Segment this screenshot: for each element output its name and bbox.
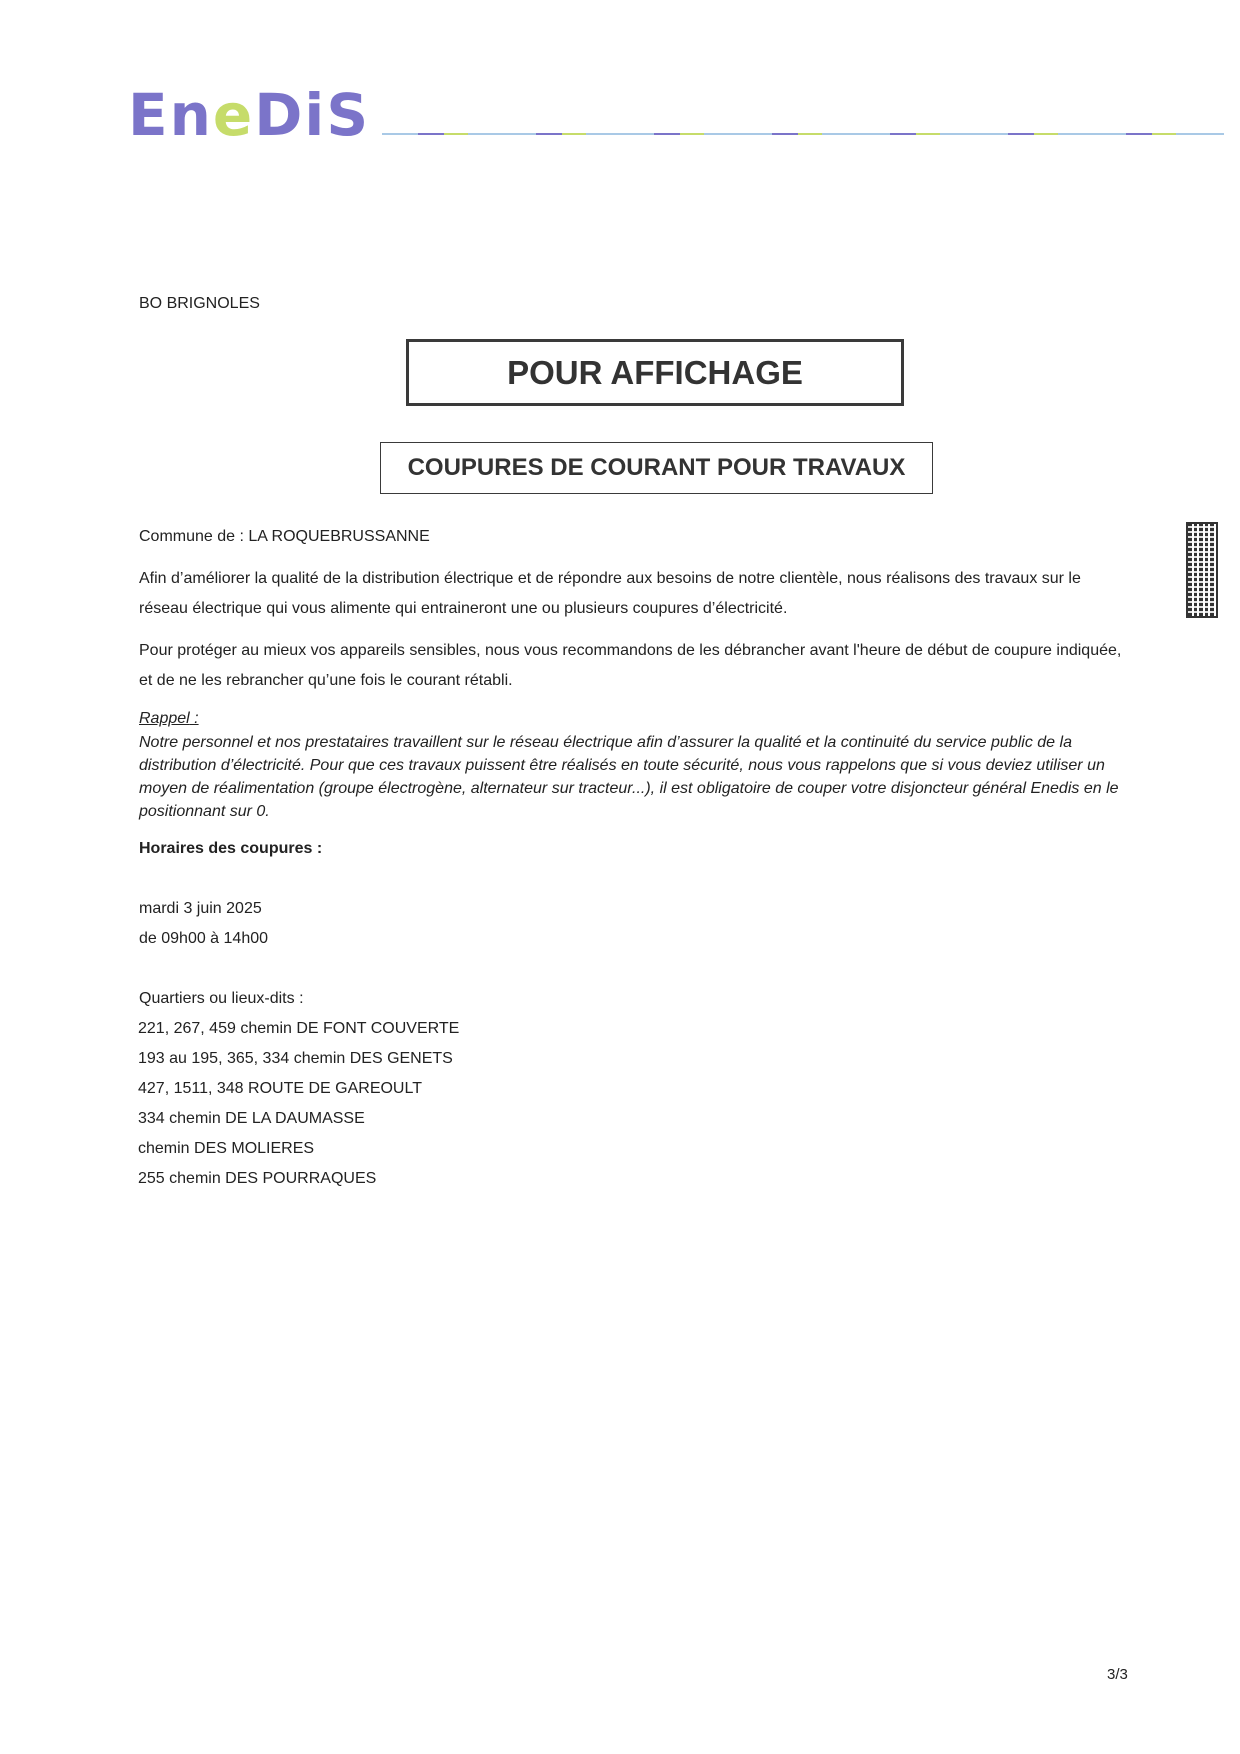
logo-letter-s: S [326, 81, 371, 149]
logo-letter-n: n [169, 81, 213, 149]
outage-time: de 09h00 à 14h00 [139, 930, 269, 947]
list-item: 193 au 195, 365, 334 chemin DES GENETS [138, 1050, 453, 1067]
agency-name: BO BRIGNOLES [139, 295, 260, 312]
rappel-heading [139, 708, 1129, 730]
list-item: chemin DES MOLIERES [138, 1140, 315, 1157]
subtitle-box [380, 442, 933, 494]
intro-paragraph: Afin d’améliorer la qualité de la distribution électrique et de répondre aux besoins de notre clientèle, nous réalisons des travaux sur le réseau électrique qui vous alimente qui entraineront une ou plusieurs coupures d’électricité. [139, 570, 1081, 617]
list-item: 427, 1511, 348 ROUTE DE GAREOULT [138, 1080, 422, 1097]
list-item: 221, 267, 459 chemin DE FONT COUVERTE [138, 1020, 460, 1037]
subtitle-text: COUPURES DE COURANT POUR TRAVAUX [407, 454, 906, 481]
logo-letter-d: D [254, 81, 305, 149]
outage-date: mardi 3 juin 2025 [139, 900, 262, 917]
rappel-colon: : [189, 710, 199, 727]
list-item: 334 chemin DE LA DAUMASSE [138, 1110, 365, 1127]
header-rule [382, 133, 1224, 135]
title-text: POUR AFFICHAGE [507, 353, 803, 391]
logo-letter-i: i [304, 81, 327, 149]
schedule-heading: Horaires des coupures : [139, 840, 323, 857]
list-item: 255 chemin DES POURRAQUES [138, 1170, 377, 1187]
page-number: 3/3 [1107, 1666, 1128, 1683]
logo-letter-e1: E [128, 81, 170, 149]
title-box [406, 339, 904, 406]
logo-letter-e2: e [212, 81, 255, 149]
datamatrix-code-icon [1186, 522, 1218, 618]
enedis-logo [128, 81, 371, 149]
places-heading: Quartiers ou lieux-dits : [139, 990, 304, 1007]
places-list [138, 1014, 459, 1194]
commune-line: Commune de : LA ROQUEBRUSSANNE [139, 528, 430, 545]
rappel-body: Notre personnel et nos prestataires travaillent sur le réseau électrique afin d’assurer la qualité et la continuité du service public de la distribution d’électricité. Pour que ces travaux puissent être réalisés en toute sécurité, nous vous rappelons que si vous deviez utiliser un moyen de réalimentation (groupe électrogène, alternateur sur tracteur...), il est obligatoire de couper votre disjoncteur général Enedis en le positionnant sur 0. [139, 734, 1119, 820]
advice-paragraph: Pour protéger au mieux vos appareils sensibles, nous vous recommandons de les débrancher avant l'heure de début de coupure indiquée, et de ne les rebrancher qu’une fois le courant rétabli. [139, 642, 1122, 689]
rappel-title: Rappel [139, 710, 190, 727]
